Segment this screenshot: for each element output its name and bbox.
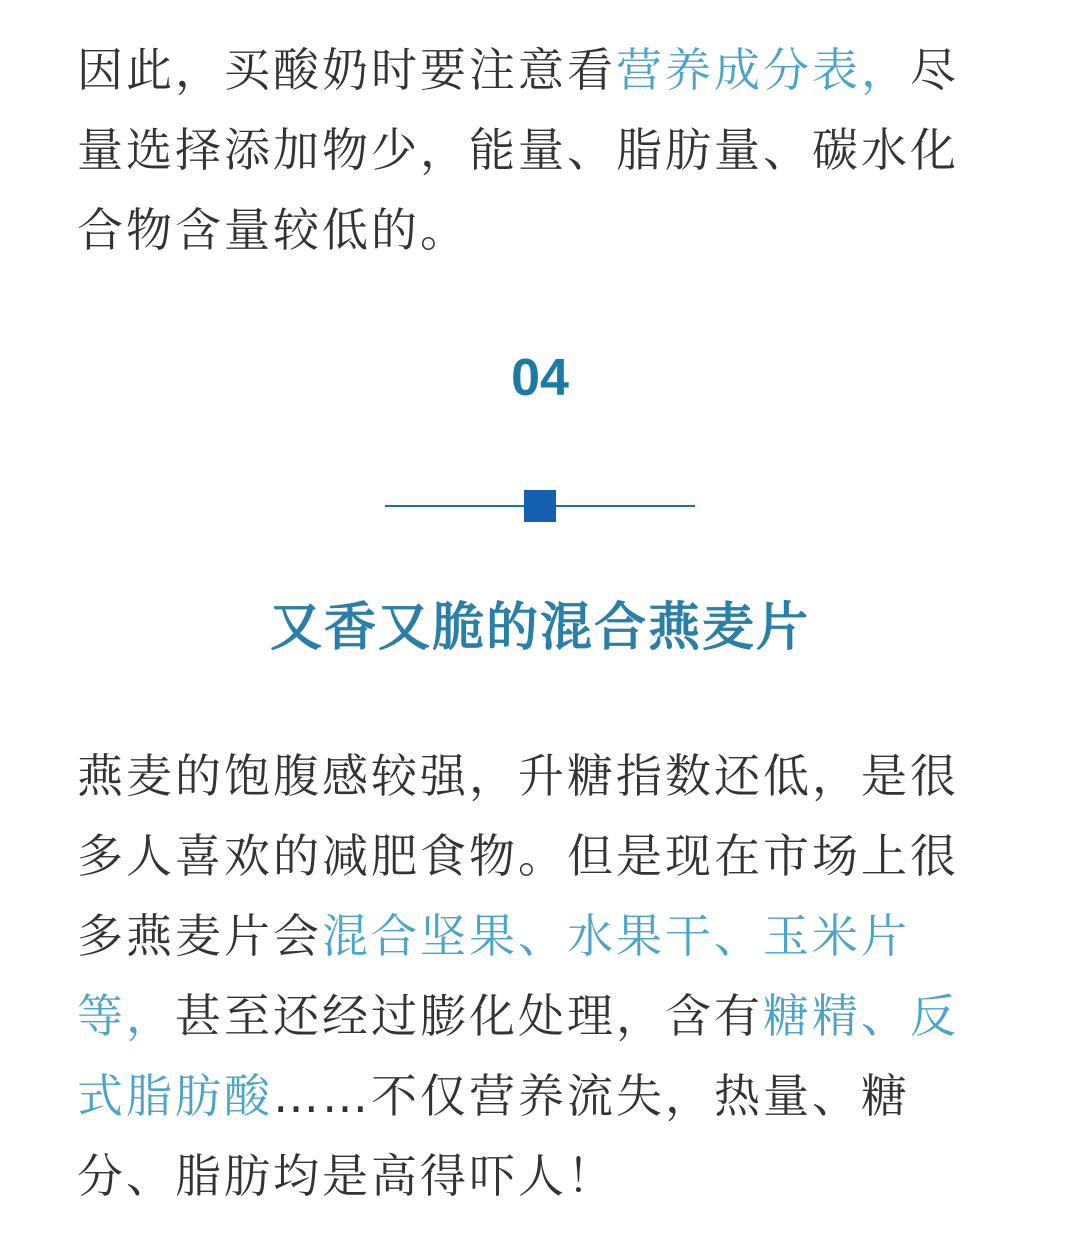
body-text-1: 燕麦的饱腹感较强，升糖指数还低，是很多人喜欢的减肥食物。但是现在市场上很多燕麦片会 bbox=[77, 749, 959, 963]
body-text-3: ……不仅营养流失，热量、糖分、脂肪均是高得吓人！ bbox=[77, 1069, 910, 1203]
divider-square-icon bbox=[524, 490, 556, 522]
intro-paragraph bbox=[77, 30, 1007, 270]
body-highlight-mixed-ingredients: 混合坚果、水果干、玉米片等， bbox=[77, 909, 910, 1043]
body-text-2: 甚至还经过膨化处理，含有 bbox=[175, 989, 763, 1043]
body-paragraph bbox=[77, 736, 1007, 1216]
intro-text-2: 尽量选择添加物少，能量、脂肪量、碳水化合物含量较低的。 bbox=[77, 43, 959, 257]
intro-highlight-nutrition-table: 营养成分表， bbox=[616, 43, 910, 97]
body-highlight-sugar-transfat: 糖精、反式脂肪酸 bbox=[77, 989, 959, 1123]
section-divider bbox=[385, 490, 695, 522]
intro-text-1: 因此，买酸奶时要注意看 bbox=[77, 43, 616, 97]
section-number: 04 bbox=[511, 349, 569, 407]
section-title: 又香又脆的混合燕麦片 bbox=[269, 598, 810, 658]
